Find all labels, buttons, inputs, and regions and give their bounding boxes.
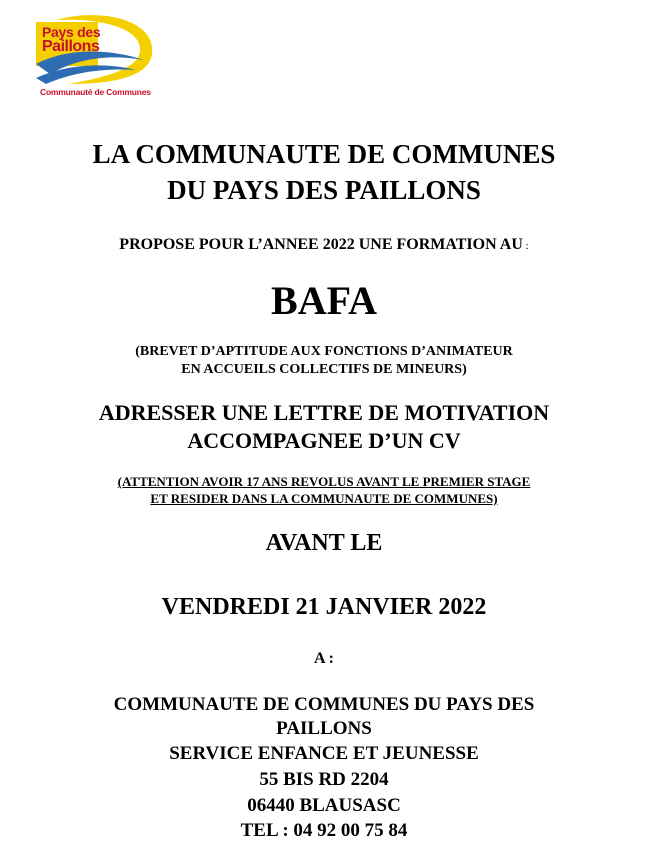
propose-suffix: :: [522, 240, 529, 252]
address-line-1: COMMUNAUTE DE COMMUNES DU PAYS DES: [113, 694, 535, 715]
address-line-3: SERVICE ENFANCE ET JEUNESSE: [169, 743, 479, 764]
bafa-title: BAFA: [271, 278, 377, 323]
address-line-5: 06440 BLAUSASC: [247, 795, 401, 816]
instruction-line-2: ACCOMPAGNEE D’UN CV: [187, 428, 461, 453]
address-phone: TEL : 04 92 00 75 84: [240, 820, 408, 841]
address-line-2: PAILLONS: [276, 718, 372, 739]
recipient-label: A :: [314, 650, 334, 667]
address-line-4: 55 BIS RD 2204: [259, 769, 389, 790]
logo-text-line2: Paillons: [42, 38, 100, 55]
bafa-desc-line-1: (BREVET D’APTITUDE AUX FONCTIONS D’ANIMATEUR: [135, 344, 513, 359]
deadline-date: VENDREDI 21 JANVIER 2022: [161, 594, 487, 620]
logo-text-line1: Pays des: [42, 24, 101, 40]
propose-text: PROPOSE POUR L’ANNEE 2022 UNE FORMATION AU: [119, 236, 523, 253]
title-line-2: DU PAYS DES PAILLONS: [167, 175, 481, 205]
propose-line: [0, 236, 648, 254]
logo-text-line3: Communauté de Communes: [40, 87, 151, 97]
logo: [28, 14, 168, 104]
title-line-1: LA COMMUNAUTE DE COMMUNES: [92, 139, 556, 169]
attention-line-2: ET RESIDER DANS LA COMMUNAUTE DE COMMUNES): [150, 491, 498, 506]
deadline-label: AVANT LE: [265, 530, 383, 556]
instruction-line-1: ADRESSER UNE LETTRE DE MOTIVATION: [98, 400, 550, 425]
attention-line-1: (ATTENTION AVOIR 17 ANS REVOLUS AVANT LE PREMIER STAGE: [117, 474, 531, 489]
bafa-desc-line-2: EN ACCUEILS COLLECTIFS DE MINEURS): [181, 362, 467, 377]
